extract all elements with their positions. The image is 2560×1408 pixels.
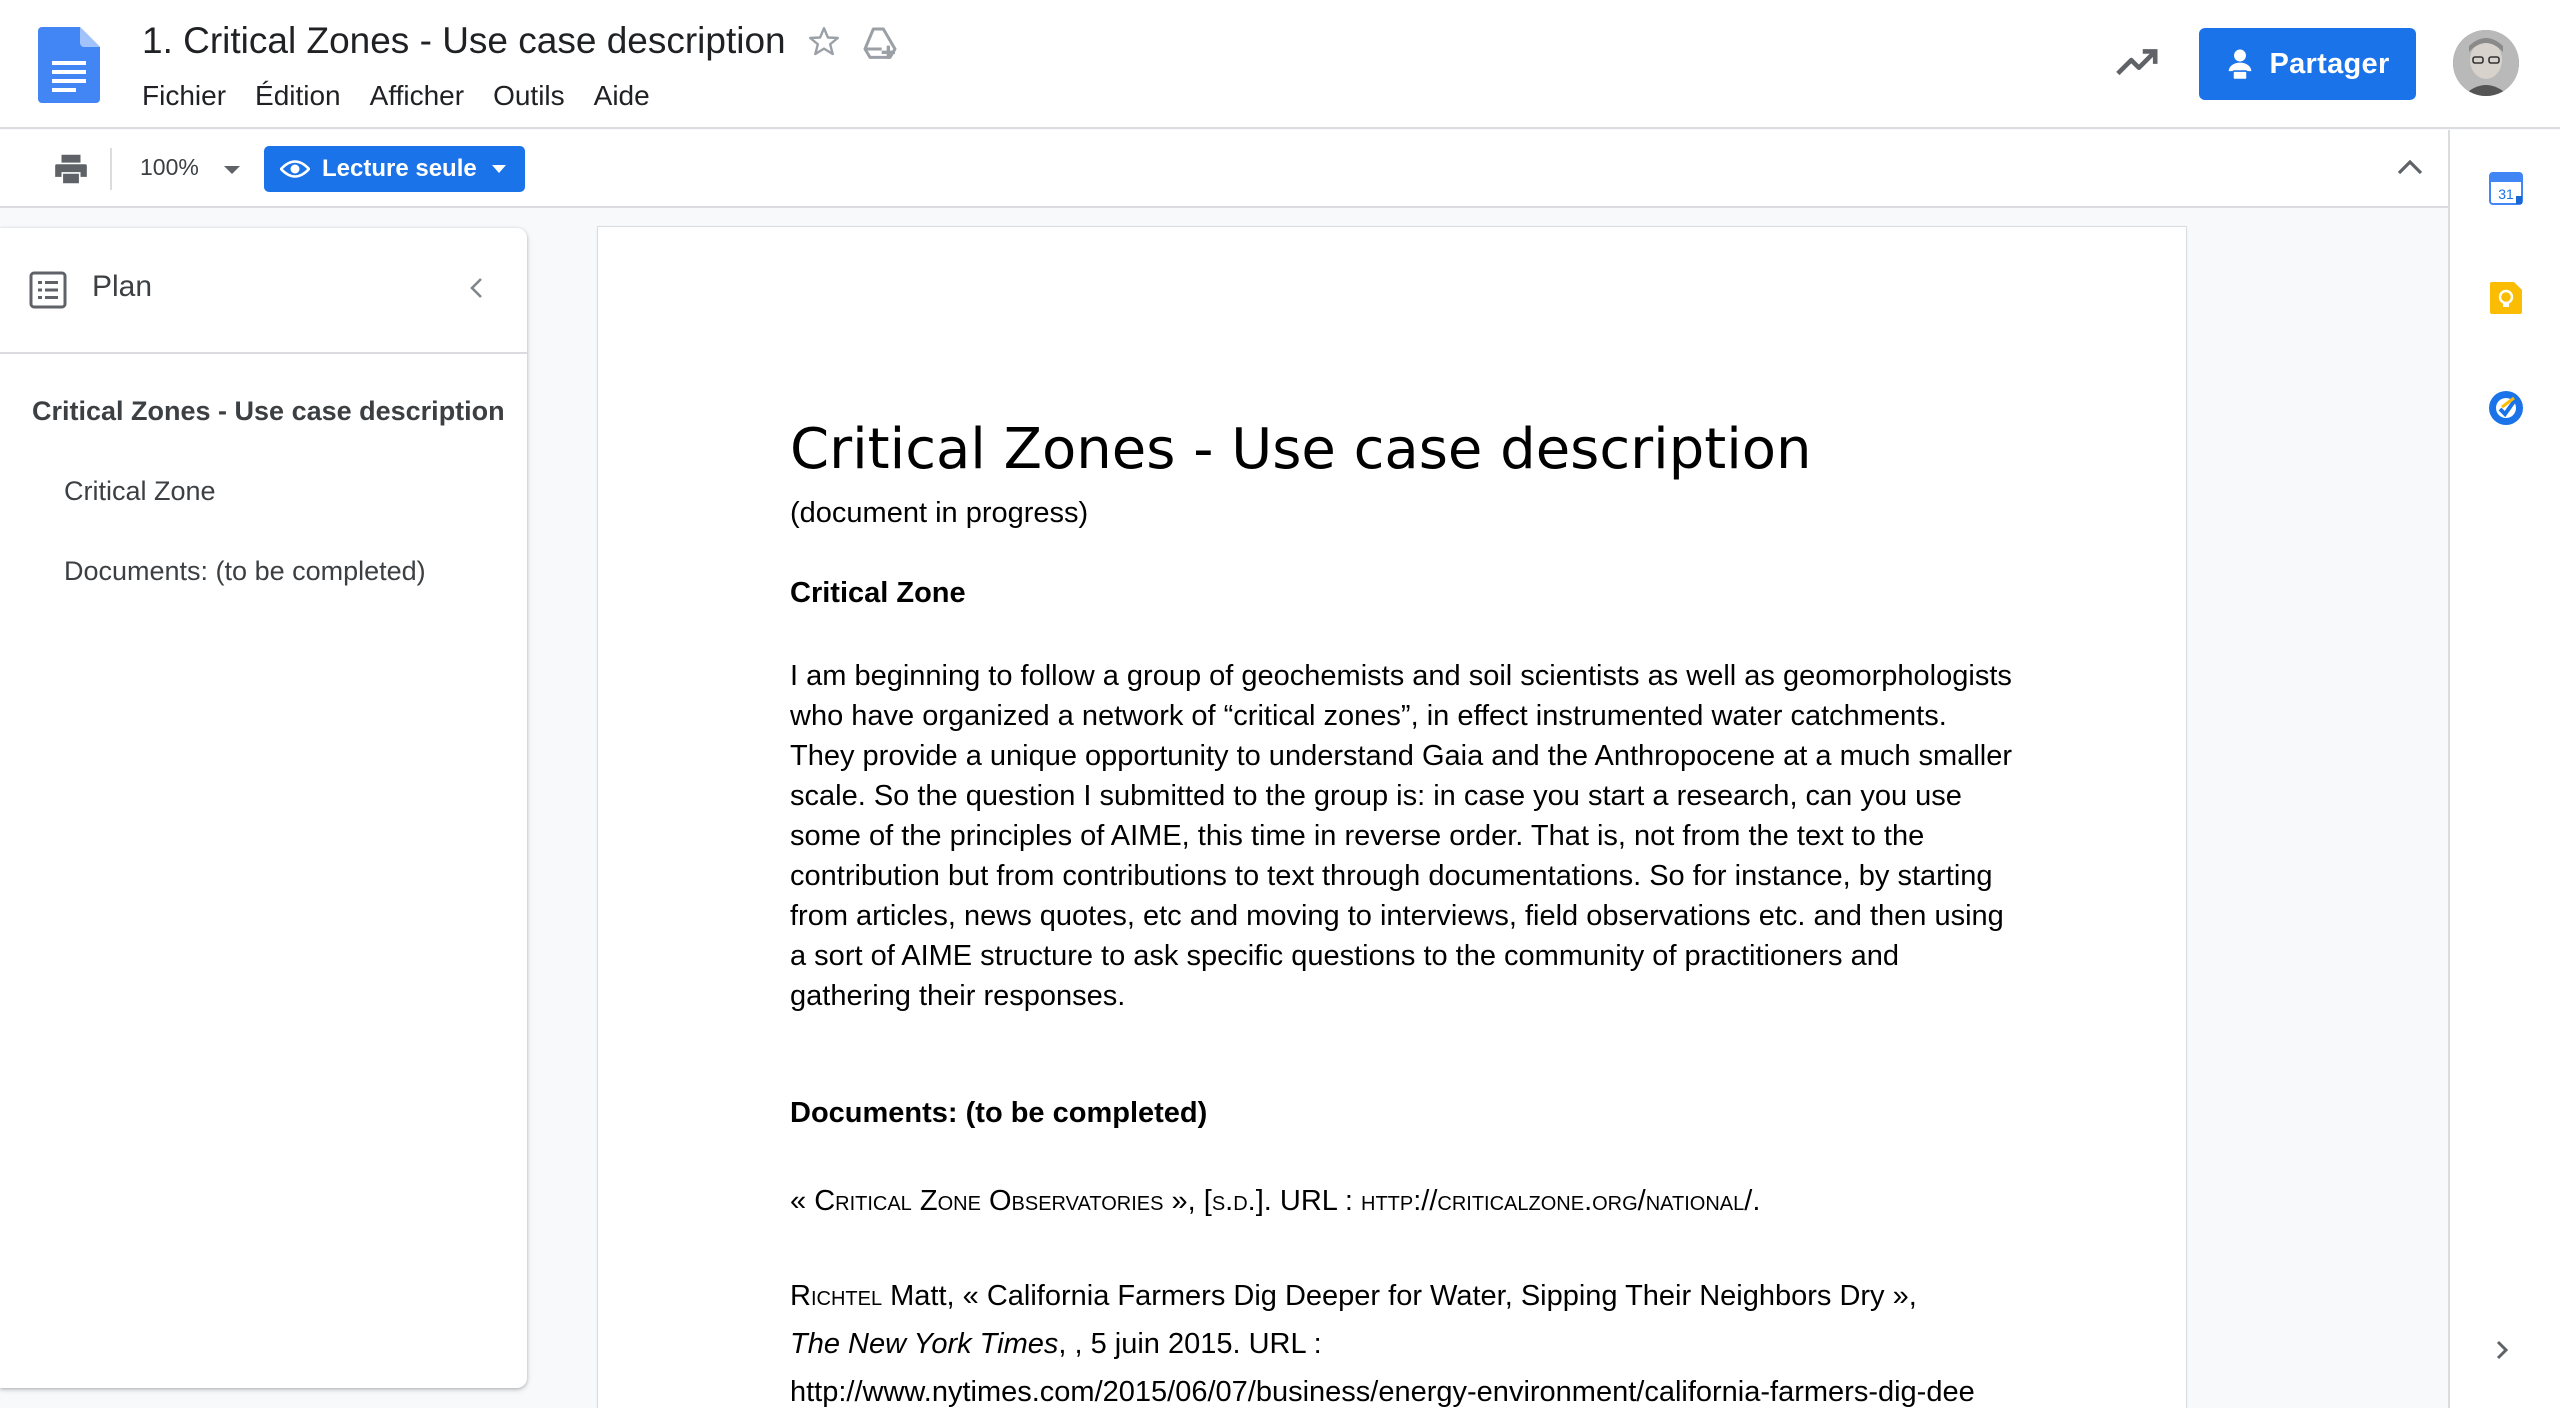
ref1-url[interactable]: http://criticalzone.org/national/ — [1361, 1185, 1753, 1217]
keep-icon[interactable] — [2488, 280, 2524, 316]
avatar[interactable] — [2453, 30, 2519, 96]
outline-title: Plan — [92, 270, 153, 303]
outline-item-documents[interactable]: Documents: (to be completed) — [64, 556, 426, 586]
tasks-icon[interactable] — [2488, 390, 2524, 426]
reference-1 — [790, 1185, 1760, 1218]
share-label: Partager — [2269, 47, 2390, 80]
outline-item-critical-zone[interactable]: Critical Zone — [64, 476, 216, 506]
toolbar — [0, 130, 2448, 208]
ref1-end: . — [1752, 1185, 1761, 1217]
ref1-mid: », [ — [1163, 1185, 1212, 1217]
view-mode-label: Lecture seule — [322, 155, 477, 182]
ref2-journal: The New York Times — [790, 1328, 1059, 1360]
ref2-title: Matt, « California Farmers Dig Deeper for Water, Sipping Their Neighbors Dry », — [882, 1280, 1917, 1312]
star-icon[interactable] — [806, 24, 842, 60]
outline-item-title[interactable]: Critical Zones - Use case description — [32, 396, 505, 426]
eye-icon — [280, 158, 310, 180]
section-heading-documents: Documents: (to be completed) — [790, 1097, 1208, 1129]
ref2-url[interactable]: http://www.nytimes.com/2015/06/07/business/energy-environment/california-farmers-dig-dee — [790, 1376, 1975, 1408]
outline-panel — [0, 228, 527, 1388]
app-header — [0, 0, 2560, 129]
print-icon[interactable] — [52, 150, 90, 188]
ref2-date: , , 5 juin 2015. URL : — [1058, 1328, 1322, 1360]
people-lock-icon — [2225, 47, 2255, 81]
caret-down-icon[interactable] — [222, 164, 242, 176]
chevron-up-icon[interactable] — [2396, 156, 2424, 178]
menu-file[interactable]: Fichier — [142, 80, 227, 111]
trending-up-icon[interactable] — [2114, 42, 2160, 82]
ref1-url-label: ]. URL : — [1255, 1185, 1361, 1217]
ref1-open: « — [790, 1185, 815, 1217]
calendar-icon[interactable] — [2488, 170, 2524, 206]
outline-divider — [0, 352, 527, 354]
menu-bar — [142, 78, 679, 118]
chevron-right-icon[interactable] — [2488, 1336, 2516, 1364]
docs-logo-icon[interactable] — [38, 27, 100, 103]
ref1-sd: s.d. — [1211, 1185, 1256, 1217]
document-subtitle: (document in progress) — [790, 497, 1089, 529]
menu-edit[interactable]: Édition — [255, 80, 341, 111]
reference-2-line1 — [790, 1280, 1917, 1313]
share-button[interactable] — [2199, 28, 2416, 100]
document-heading: Critical Zones - Use case description — [790, 417, 1812, 482]
view-mode-button[interactable] — [264, 146, 525, 192]
section-heading-critical-zone: Critical Zone — [790, 577, 966, 609]
ref1-title: Critical Zone Observatories — [814, 1185, 1164, 1217]
outline-list-icon — [28, 270, 68, 310]
reference-2-line2 — [790, 1328, 1322, 1361]
caret-down-icon — [491, 164, 507, 174]
side-panel — [2448, 130, 2560, 1408]
move-to-drive-icon[interactable] — [860, 24, 900, 64]
zoom-select[interactable]: 100% — [140, 154, 199, 180]
calendar-day: 31 — [2498, 186, 2514, 202]
toolbar-divider — [110, 148, 112, 190]
avatar-face-icon — [2453, 30, 2519, 96]
ref2-author: Richtel — [790, 1280, 883, 1312]
chevron-left-icon[interactable] — [466, 274, 486, 302]
document-title[interactable]: 1. Critical Zones - Use case description — [142, 20, 786, 61]
menu-help[interactable]: Aide — [593, 80, 650, 111]
section-paragraph: I am beginning to follow a group of geochemists and soil scientists as well as geomorphologists who have organized a network of “critical zones”, in effect instrumented water catchments. They provide a unique opportunity to understand Gaia and the Anthropocene at a much smaller scale. So the question I submitted to the group is: in case you start a research, can you use some of the principles of AIME, this time in reverse order. That is, not from the text to the contribution but from contributions to text through documentations. So for instance, by starting from articles, news quotes, etc and moving to interviews, field observations etc. and then using a sort of AIME structure to ask specific questions to the community of practitioners and gathering their responses. — [790, 660, 2013, 1012]
menu-tools[interactable]: Outils — [493, 80, 565, 111]
reference-2-line3 — [790, 1376, 1975, 1408]
document-page — [598, 227, 2186, 1408]
menu-view[interactable]: Afficher — [369, 80, 465, 111]
